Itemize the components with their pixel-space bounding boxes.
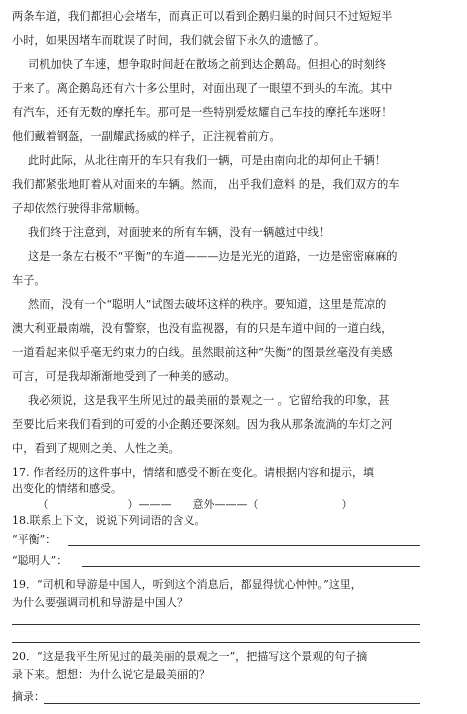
answer-line-q19-1[interactable] (12, 624, 420, 625)
passage-line: 然而，没有一个“聪明人”试图去破坏这样的秩序。要知道，这里是荒凉的 (28, 298, 387, 311)
passage-line: 有汽车，还有无数的摩托车。那可是一些特别爱炫耀自己车技的摩托车迷呀！ (12, 106, 393, 119)
passage-line: 司机加快了车速，想争取时间赶在散场之前到达企鹅岛。但担心的时刻终 (28, 58, 387, 71)
passage-line: 我们都紧张地盯着从对面来的车辆。然而， 出乎我们意料 的是，我们双方的车 (12, 178, 400, 191)
passage-line: 中，看到了规则之美、人性之美。 (12, 442, 180, 455)
answer-paren-close-1: ）——— (127, 498, 172, 511)
question-19-prompt-cont: 为什么要强调司机和导游是中国人？ (12, 596, 188, 609)
answer-middle-prompt: 意外———（ (192, 498, 259, 511)
question-20-prompt-cont: 录下来。想想：为什么说它是最美丽的？ (12, 668, 210, 681)
answer-line-q20-excerpt[interactable] (44, 703, 420, 704)
passage-line: 两条车道，我们都担心会堵车，而真正可以看到企鹅归巢的时间只不过短短半 (12, 10, 393, 23)
answer-line-term-1[interactable] (68, 545, 420, 546)
answer-line-term-2[interactable] (82, 566, 420, 567)
question-18-prompt: 18.联系上下文，说说下列词语的含义。 (12, 514, 206, 527)
question-17-prompt: 17. 作者经历的这件事中，情绪和感受不断在变化。请根据内容和提示，填 (12, 466, 374, 479)
question-18-term-2: “聪明人”： (12, 554, 68, 567)
passage-line: 至要比后来我们看到的可爱的小企鹅还要深刻。因为我从那条流淌的车灯之河 (12, 418, 393, 431)
question-20-prompt: 20．“这是我平生所见过的最美丽的景观之一”，把描写这个景观的句子摘 (12, 650, 368, 663)
question-19-prompt: 19．“司机和导游是中国人，听到这个消息后，都显得忧心忡忡。”这里， (12, 578, 362, 591)
passage-line: 一道看起来似乎毫无约束力的白线。虽然眼前这种“失衡”的图景丝毫没有美感 (12, 346, 393, 359)
passage-line: 小时，如果因堵车而耽误了时间，我们就会留下永久的遗憾了。 (12, 34, 326, 47)
passage-line: 我们终于注意到，对面驶来的所有车辆，没有一辆越过中线！ (28, 226, 331, 239)
question-17-prompt-cont: 出变化的情绪和感受。 (12, 482, 122, 495)
passage-line: 于来了。离企鹅岛还有六十多公里时，对面出现了一眼望不到头的车流。其中 (12, 82, 393, 95)
answer-paren-open-1: （ (37, 498, 49, 511)
passage-line: 车子。 (12, 274, 46, 287)
answer-paren-close-2: ） (341, 498, 353, 511)
passage-line: 我必须说，这是我平生所见过的最美丽的景观之一 。它留给我的印象，甚 (28, 394, 390, 407)
passage-line: 这是一条左右极不“平衡”的车道———边是光光的道路，一边是密密麻麻的 (28, 250, 398, 263)
passage-line: 子却依然行驶得非常顺畅。 (12, 202, 147, 215)
passage-line: 澳大利亚最南端，没有警察，也没有监视器，有的只是车道中间的一道白线， (12, 322, 393, 335)
answer-line-q19-2[interactable] (12, 642, 420, 643)
passage-line: 他们戴着钢盔，一副耀武扬威的样子，正注视着前方。 (12, 130, 281, 143)
passage-line: 此时此际，从北往南开的车只有我们一辆，可是由南向北的却何止千辆！ (28, 154, 387, 167)
passage-line: 可言，可是我却渐渐地受到了一种美的感动。 (12, 370, 236, 383)
question-17-answer-row (12, 498, 455, 512)
question-18-term-1: “平衡”： (12, 533, 57, 546)
question-20-excerpt-label: 摘录： (12, 690, 45, 703)
